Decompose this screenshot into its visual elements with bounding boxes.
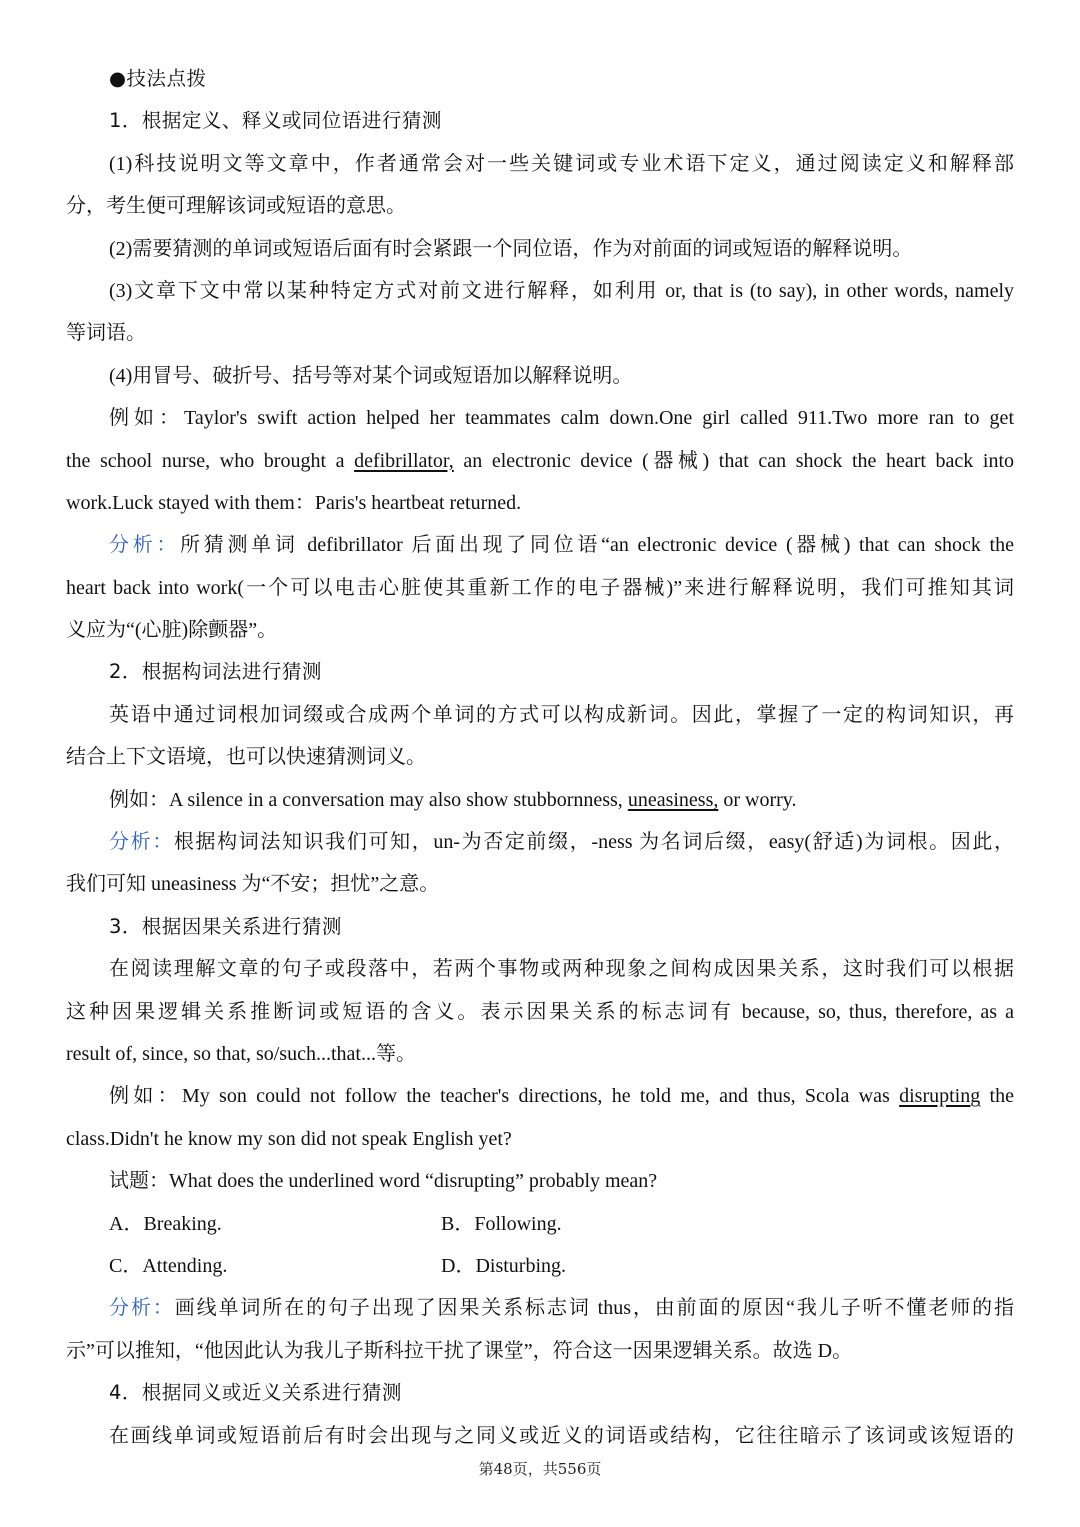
example-2-text-b: or worry. (718, 788, 797, 811)
example-1-text-a: the school nurse, who brought a (66, 449, 355, 472)
analysis-3-text: 画线单词所在的句子出现了因果关系标志词 thus，由前面的原因“我儿子听不懂老师的指 (174, 1297, 1014, 1320)
options-row-1 (66, 1203, 1014, 1245)
heading-3: 3．根据因果关系进行猜测 (109, 914, 342, 938)
example-3-text-b: the (980, 1085, 1014, 1108)
example-3-line-2: class.Didn't he know my son did not speak English yet? (66, 1127, 512, 1150)
example-1-line-2 (66, 440, 1014, 482)
example-1-text-b: an electronic device (器械) that can shock the heart back into (453, 449, 1014, 472)
paragraph-6-line-3: result of, since, so that, so/such...that...等。 (66, 1042, 416, 1065)
paragraph-3-line-2: 等词语。 (66, 322, 146, 345)
underlined-word-uneasiness: uneasiness, (627, 788, 719, 811)
paragraph-6-line-2: 这种因果逻辑关系推断词或短语的含义。表示因果关系的标志词有 because, so, thus, therefore, as a (66, 1000, 1014, 1023)
example-3-text-a: 例如：My son could not follow the teacher's directions, he told me, and thus, Scola was (109, 1085, 900, 1108)
analysis-1-line-3: 义应为“(心脏)除颤器”。 (66, 619, 278, 642)
paragraph-4: (4)用冒号、破折号、括号等对某个词或短语加以解释说明。 (109, 364, 633, 387)
example-2-text-a: 例如：A silence in a conversation may also show stubbornness, (109, 788, 628, 811)
analysis-3-line-2: 示”可以推知，“他因此认为我儿子斯科拉干扰了课堂”，符合这一因果逻辑关系。故选 D。 (66, 1339, 853, 1362)
paragraph-5-line-2: 结合上下文语境，也可以快速猜测词义。 (66, 746, 426, 769)
heading-2: 2．根据构词法进行猜测 (109, 660, 322, 684)
underlined-word-disrupting: disrupting (899, 1085, 981, 1108)
paragraph-1-line-2: 分，考生便可理解该词或短语的意思。 (66, 195, 406, 218)
example-1-line-1: 例如：Taylor's swift action helped her teammates calm down.One girl called 911.Two more ran to get (109, 407, 1014, 430)
analysis-label: 分析： (109, 534, 181, 557)
example-1-line-3: work.Luck stayed with them：Paris's heartbeat returned. (66, 491, 522, 514)
paragraph-6-line-1: 在阅读理解文章的句子或段落中，若两个事物或两种现象之间构成因果关系，这时我们可以根据 (109, 958, 1014, 981)
option-b: B．Following. (441, 1212, 562, 1235)
section-title: ●技法点拨 (109, 67, 207, 90)
analysis-1-line-1 (66, 524, 1014, 566)
page-number: 第48页，共556页 (478, 1460, 602, 1478)
paragraph-1-line-1: (1)科技说明文等文章中，作者通常会对一些关键词或专业术语下定义，通过阅读定义和解释部 (109, 152, 1014, 175)
options-row-2 (66, 1245, 1014, 1287)
paragraph-5-line-1: 英语中通过词根加词缀或合成两个单词的方式可以构成新词。因此，掌握了一定的构词知识，再 (109, 703, 1014, 726)
analysis-3-line-1 (66, 1287, 1014, 1329)
page-content (66, 58, 1014, 1457)
underlined-word-defibrillator: defibrillator, (354, 449, 454, 472)
analysis-label: 分析： (109, 831, 174, 854)
paragraph-7-line-1: 在画线单词或短语前后有时会出现与之同义或近义的词语或结构，它往往暗示了该词或该短语的 (109, 1424, 1014, 1447)
heading-4: 4．根据同义或近义关系进行猜测 (109, 1381, 402, 1405)
question (66, 1160, 1014, 1202)
paragraph-3-line-1: (3)文章下文中常以某种特定方式对前文进行解释，如利用 or, that is (to say), in other words, namely (109, 279, 1014, 302)
analysis-2-line-1 (66, 821, 1014, 863)
option-d: D．Disturbing. (441, 1254, 566, 1277)
example-3-line-1 (66, 1075, 1014, 1117)
example-2 (66, 779, 1014, 821)
question-label: 试题： (109, 1170, 169, 1193)
option-c: C．Attending. (109, 1254, 228, 1277)
analysis-2-text: 根据构词法知识我们可知，un-为否定前缀，-ness 为名词后缀，easy(舒适)为词根。因此， (173, 831, 1014, 854)
heading-1: 1．根据定义、释义或同位语进行猜测 (109, 109, 442, 133)
option-a: A．Breaking. (109, 1212, 222, 1235)
analysis-1-line-2: heart back into work(一个可以电击心脏使其重新工作的电子器械)”来进行解释说明，我们可推知其词 (66, 576, 1014, 599)
paragraph-2: (2)需要猜测的单词或短语后面有时会紧跟一个同位语，作为对前面的词或短语的解释说明。 (109, 237, 913, 260)
analysis-2-line-2: 我们可知 uneasiness 为“不安；担忧”之意。 (66, 873, 440, 896)
analysis-label: 分析： (109, 1297, 175, 1320)
analysis-1-text: 所猜测单词 defibrillator 后面出现了同位语“an electronic device (器械) that can shock the (180, 534, 1014, 557)
question-text: What does the underlined word “disrupting” probably mean? (169, 1170, 658, 1193)
